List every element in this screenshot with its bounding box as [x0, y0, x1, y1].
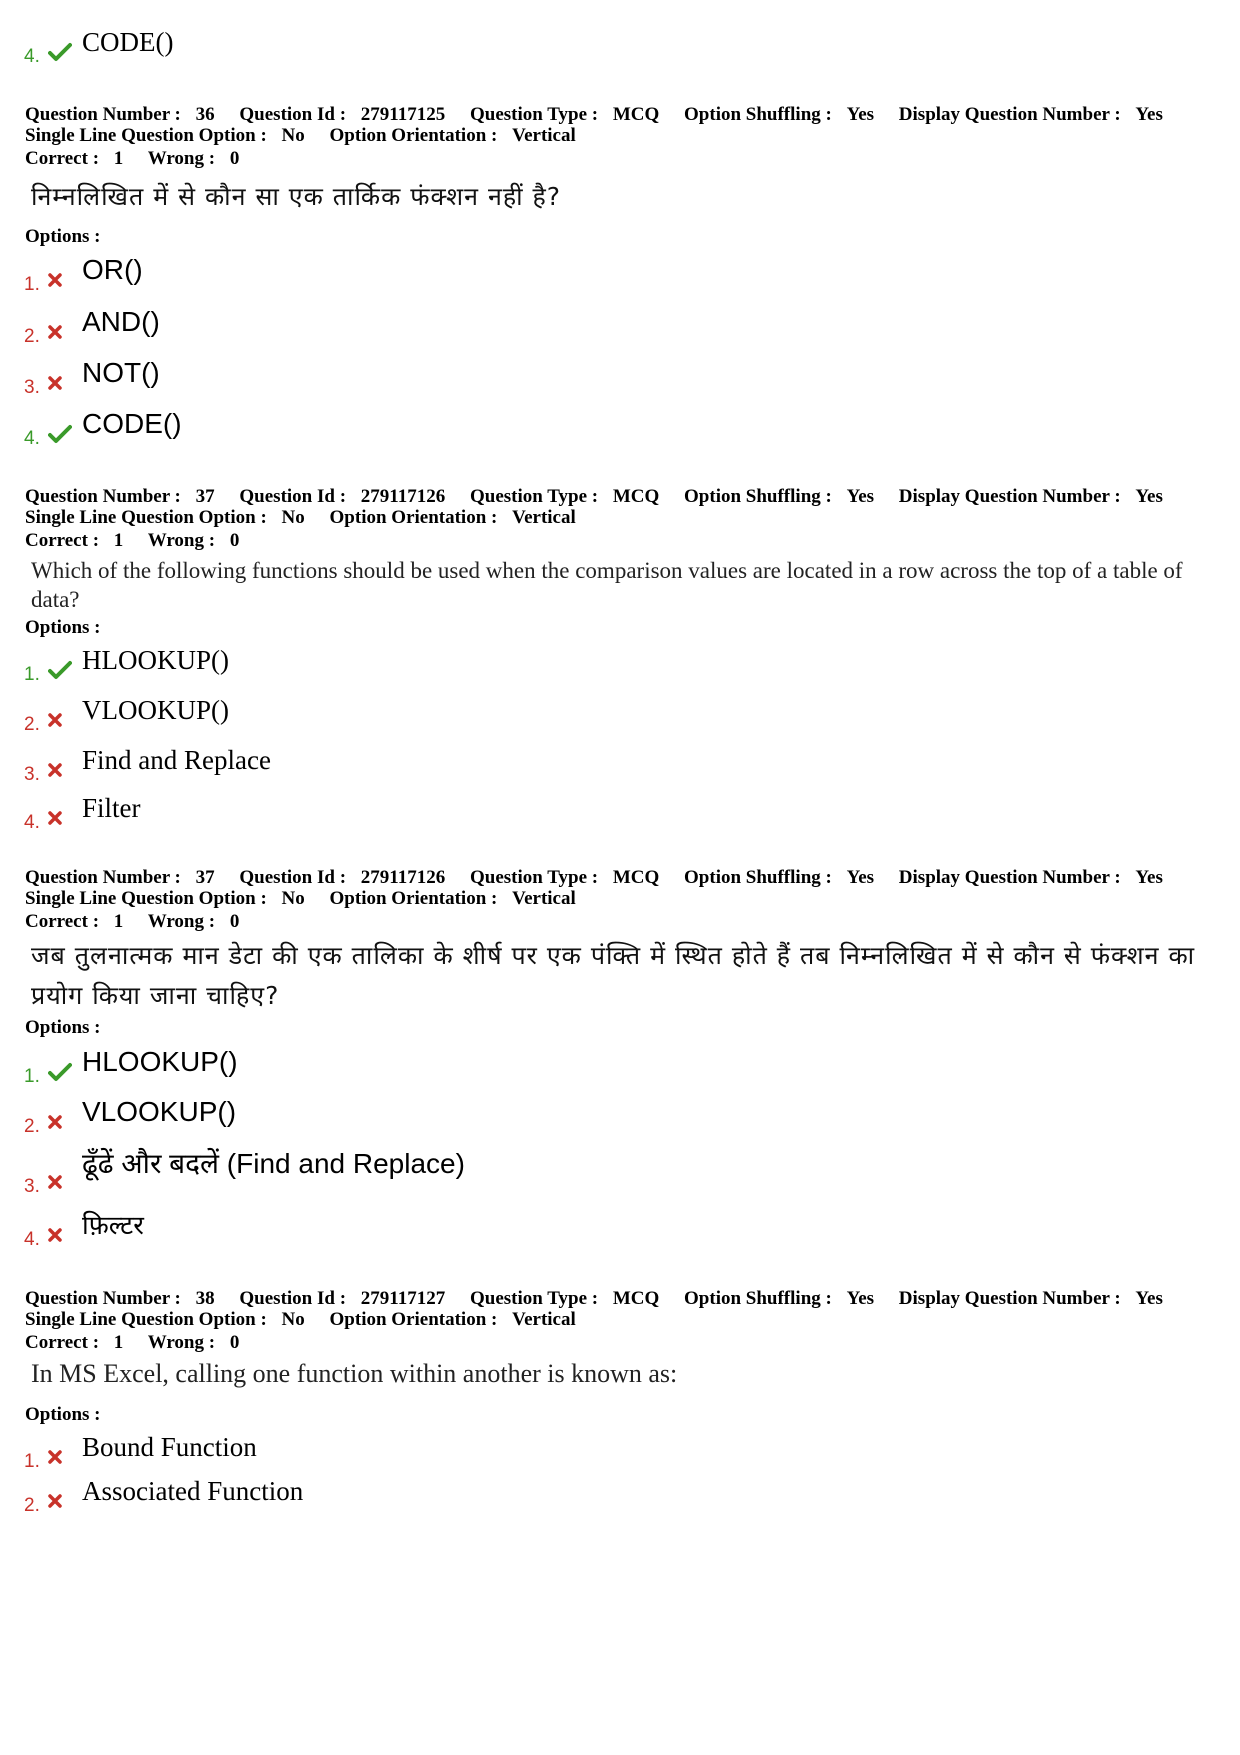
- option-number: 4.: [24, 812, 40, 833]
- option-number: 3.: [24, 764, 40, 785]
- option-text: HLOOKUP(): [82, 1046, 238, 1077]
- option-row: [24, 1090, 236, 1138]
- option-number: 1.: [24, 664, 40, 685]
- score-line: Correct : 1 Wrong : 0: [25, 911, 240, 932]
- option-text: VLOOKUP(): [82, 695, 229, 725]
- option-text: NOT(): [82, 357, 160, 388]
- option-row: [24, 638, 229, 686]
- option-text: CODE(): [82, 27, 174, 57]
- option-row: [24, 688, 229, 736]
- cross-icon: [48, 1489, 82, 1513]
- cross-icon: [48, 320, 82, 344]
- question-meta: Question Number : 36 Question Id : 279117125 Question Type : MCQ Option Shuffling : Yes Display Question Number : Yes Single Line Question Option : No Option Orientation : Vertical: [25, 104, 1163, 146]
- option-text: HLOOKUP(): [82, 645, 229, 675]
- option-row: [24, 20, 173, 68]
- option-row: [24, 1040, 238, 1088]
- check-icon: [48, 40, 82, 64]
- cross-icon: [48, 1110, 82, 1134]
- option-text: Bound Function: [82, 1432, 257, 1462]
- cross-icon: [48, 371, 82, 395]
- option-row: [24, 351, 160, 399]
- check-icon: [48, 422, 82, 446]
- option-row: [24, 786, 141, 834]
- question-meta: Question Number : 37 Question Id : 279117126 Question Type : MCQ Option Shuffling : Yes Display Question Number : Yes Single Line Question Option : No Option Orientation : Vertical: [25, 867, 1163, 909]
- check-icon: [48, 658, 82, 682]
- option-text: Associated Function: [82, 1476, 304, 1506]
- options-label: Options :: [25, 226, 101, 247]
- question-meta: Question Number : 37 Question Id : 279117126 Question Type : MCQ Option Shuffling : Yes Display Question Number : Yes Single Line Question Option : No Option Orientation : Vertical: [25, 486, 1163, 528]
- options-label: Options :: [25, 1017, 101, 1038]
- score-line: Correct : 1 Wrong : 0: [25, 1332, 240, 1353]
- option-number: 4.: [24, 428, 40, 449]
- cross-icon: [48, 758, 82, 782]
- cross-icon: [48, 1223, 82, 1247]
- option-number: 2.: [24, 326, 40, 347]
- option-text: VLOOKUP(): [82, 1096, 237, 1127]
- option-number: 4.: [24, 1229, 40, 1250]
- option-row: [24, 300, 160, 348]
- option-row: [24, 402, 182, 450]
- check-icon: [48, 1060, 82, 1084]
- option-number: 4.: [24, 46, 40, 67]
- score-line: Correct : 1 Wrong : 0: [25, 148, 240, 169]
- option-text: CODE(): [82, 408, 182, 439]
- score-line: Correct : 1 Wrong : 0: [25, 530, 240, 551]
- question-text: Which of the following functions should be used when the comparison values are located in a row across the top of a table of data?: [31, 558, 1183, 612]
- option-number: 2.: [24, 1495, 40, 1516]
- question-text: निम्नलिखित में से कौन सा एक तार्किक फंक्शन नहीं है?: [31, 182, 562, 211]
- option-number: 3.: [24, 377, 40, 398]
- question-text: जब तुलनात्मक मान डेटा की एक तालिका के शीर्ष पर एक पंक्ति में स्थित होते हैं तब निम्नलिखित में से कौन से फंक्शन का प्रयोग किया जाना चाहिए?: [31, 941, 1196, 1010]
- option-number: 2.: [24, 1116, 40, 1137]
- option-row: [24, 1469, 303, 1517]
- question-text: In MS Excel, calling one function within another is known as:: [31, 1359, 678, 1388]
- question-meta: Question Number : 38 Question Id : 279117127 Question Type : MCQ Option Shuffling : Yes Display Question Number : Yes Single Line Question Option : No Option Orientation : Vertical: [25, 1288, 1163, 1330]
- option-row: [24, 248, 143, 296]
- option-text: फ़िल्टर: [82, 1211, 144, 1241]
- option-text: ढूँढें और बदलें (Find and Replace): [82, 1148, 465, 1179]
- option-text: OR(): [82, 254, 143, 285]
- option-row: [24, 738, 271, 786]
- option-text: Find and Replace: [82, 745, 271, 775]
- options-label: Options :: [25, 1404, 101, 1425]
- cross-icon: [48, 268, 82, 292]
- options-label: Options :: [25, 617, 101, 638]
- cross-icon: [48, 806, 82, 830]
- option-text: AND(): [82, 306, 160, 337]
- option-row: [24, 1203, 144, 1251]
- option-row: [24, 1150, 465, 1198]
- option-number: 1.: [24, 1066, 40, 1087]
- option-number: 3.: [24, 1176, 40, 1197]
- option-number: 2.: [24, 714, 40, 735]
- cross-icon: [48, 1445, 82, 1469]
- option-text: Filter: [82, 793, 141, 823]
- cross-icon: [48, 708, 82, 732]
- option-row: [24, 1425, 257, 1473]
- option-number: 1.: [24, 274, 40, 295]
- cross-icon: [48, 1170, 82, 1194]
- option-number: 1.: [24, 1451, 40, 1472]
